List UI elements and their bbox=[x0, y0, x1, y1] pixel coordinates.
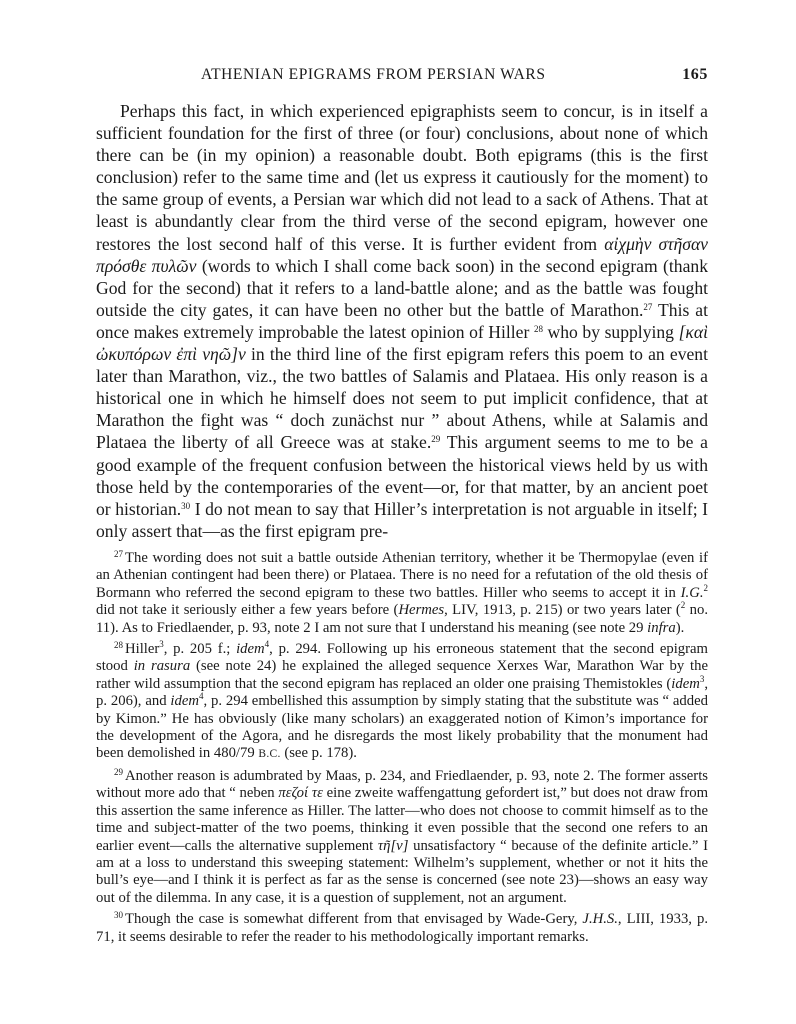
footnote-text: , p. 205 f.; bbox=[163, 641, 237, 658]
footnote-number: 30 bbox=[114, 910, 123, 921]
footnote-28 bbox=[96, 641, 708, 764]
footnote-ref-27: 27 bbox=[643, 301, 653, 312]
footnote-27 bbox=[96, 550, 708, 637]
footnote-29 bbox=[96, 768, 708, 907]
footnote-text: eine zweite waffengattung gefordert ist,” but does not draw from this assertion the same inference as Hiller. The latter—who does not choose to commit himself as to the time and subject-matter of the two poems, thinking it even possible that the second one refers to an earlier event—calls the alternative supplement bbox=[96, 785, 708, 854]
running-header bbox=[96, 66, 708, 88]
footnote-superscript: 2 bbox=[680, 600, 686, 611]
footnote-greek: τῆ[ν] bbox=[377, 837, 409, 854]
footnote-italic: in rasura bbox=[133, 658, 191, 675]
body-text: (words to which I shall come back soon) in the second epigram (thank God for the second) that it refers to a land-battle alone; and as the battle was fought outside the city gates, it can have been no other but the battle of Marathon. bbox=[96, 255, 708, 320]
main-text bbox=[96, 100, 708, 542]
body-text: Perhaps this fact, in which experienced epigraphists seem to concur, is in itself a sufficient foundation for the first of three (or four) conclusions, about none of which there can be (in my opinion) a reasonable doubt. Both epigrams (this is the first conclusion) refer to the same time and (let us express it cautiously for the moment) to the same group of events, a Persian war which did not lead to a sack of Athens. That at least is abundantly clear from the third verse of the second epigram, however one restores the lost second half of this verse. It is further evident from bbox=[96, 101, 708, 254]
body-text: I do not mean to say that Hiller’s interpretation is not arguable in itself; I only assert that—as the first epigram pre- bbox=[96, 498, 708, 541]
footnote-text: no. 11). As to Friedlaender, p. 93, note 2 I am not sure that I understand his meaning (see note 29 bbox=[96, 602, 709, 636]
footnote-text: (see note 24) he explained the alleged sequence Xerxes War, Marathon War by the rather wild assumption that the second epigram has replaced an older one praising Themistokles ( bbox=[96, 658, 708, 692]
footnotes bbox=[96, 550, 708, 950]
footnote-greek: πεζοί τε bbox=[278, 785, 323, 802]
footnote-text: Though the case is somewhat different from that envisaged by Wade-Gery, bbox=[125, 911, 583, 928]
footnote-number: 27 bbox=[114, 549, 123, 559]
footnote-text: Hiller bbox=[125, 641, 160, 658]
footnote-text: Another reason is adumbrated by Maas, p. 234, and Friedlaender, p. 93, note 2. The former asserts without more ado that “ neben bbox=[96, 767, 708, 802]
footnote-italic: J.H.S. bbox=[582, 911, 618, 928]
footnote-text: , p. 294 embellished this assumption by simply stating that the substitute was “ added by Kimon.” He has obviously (like many scholars) an exaggerated notion of Kimon’s importance for the development of the Agora, and he disregards the most likely probability that the monument had been demolished in 480/79 bbox=[96, 693, 708, 762]
greek-quote: αἰχμὴν στῆσαν πρόσθε πυλῶν bbox=[96, 233, 708, 276]
greek-supplement: [καὶ ὠκυπόρων ἐπὶ νηῶ]ν bbox=[96, 321, 708, 365]
footnote-text: , p. 294. Following up his erroneous statement that the second epigram stood bbox=[96, 641, 708, 675]
body-text: This at once makes extremely improbable the latest opinion of Hiller bbox=[96, 299, 708, 342]
footnote-italic: idem bbox=[170, 693, 199, 710]
page-number: 165 bbox=[682, 66, 708, 83]
footnote-italic: Hermes bbox=[398, 602, 445, 619]
footnote-text: did not take it seriously either a few years before ( bbox=[96, 602, 399, 619]
footnote-text: ). bbox=[675, 619, 685, 636]
footnote-ref-29: 29 bbox=[431, 434, 441, 445]
footnote-text: , LIV, 1913, p. 215) or two years later ( bbox=[444, 602, 681, 619]
footnote-30 bbox=[96, 911, 708, 946]
body-text: This argument seems to me to be a good example of the frequent confusion between the historical views held by us with those held by the contemporaries of the event—or, for that matter, by an ancient poet or historian. bbox=[96, 432, 708, 519]
footnote-ref-30: 30 bbox=[181, 500, 191, 511]
footnote-text: , p. 206), and bbox=[96, 675, 708, 710]
footnote-superscript: 2 bbox=[703, 582, 708, 593]
footnote-small-caps: B.C. bbox=[258, 748, 281, 761]
body-paragraph bbox=[96, 100, 708, 542]
footnote-text: The wording does not suit a battle outside Athenian territory, whether it be Thermopylae (even if an Athenian contingent had been there) or Plataea. There is no need for a refutation of the old thesis of Bormann who referred the second epigram to these two battles. Hiller who seems to accept it in bbox=[96, 550, 708, 601]
footnote-superscript: 4 bbox=[264, 639, 270, 650]
body-text: who by supplying bbox=[542, 321, 679, 342]
footnote-number: 28 bbox=[114, 640, 123, 651]
footnote-number: 29 bbox=[114, 766, 123, 777]
footnote-text: (see p. 178). bbox=[280, 745, 357, 762]
footnote-superscript: 4 bbox=[198, 691, 204, 702]
footnote-superscript: 3 bbox=[699, 673, 705, 684]
footnote-italic: infra bbox=[647, 619, 676, 636]
footnote-text: , LIII, 1933, p. 71, it seems desirable to refer the reader to his methodologically important remarks. bbox=[96, 911, 708, 945]
running-title: ATHENIAN EPIGRAMS FROM PERSIAN WARS bbox=[201, 66, 546, 83]
footnote-ref-28: 28 bbox=[533, 323, 543, 334]
body-text: in the third line of the first epigram refers this poem to an event later than Marathon, viz., the two battles of Salamis and Plataea. His only reason is a historical one in which he himself does not seem to put implicit confidence, that at Marathon the fight was “ doch zunächst nur ” about Athens, while at Salamis and Plataea the liberty of all Greece was at stake. bbox=[96, 344, 708, 453]
footnote-text: unsatisfactory “ because of the definite article.” I am at a loss to understand this sweeping statement: Wilhelm’s supplement, whether or not it hits the bull’s eye—and I think it is perfect as far as the sense is concerned (see note 23)—shows an easy way out of the dilemma. In any case, it is a question of supplement, not an argument. bbox=[96, 837, 709, 906]
footnote-italic: I.G. bbox=[680, 584, 704, 601]
footnote-italic: idem bbox=[236, 641, 265, 658]
footnote-italic: idem bbox=[671, 675, 700, 692]
footnote-superscript: 3 bbox=[159, 639, 164, 650]
